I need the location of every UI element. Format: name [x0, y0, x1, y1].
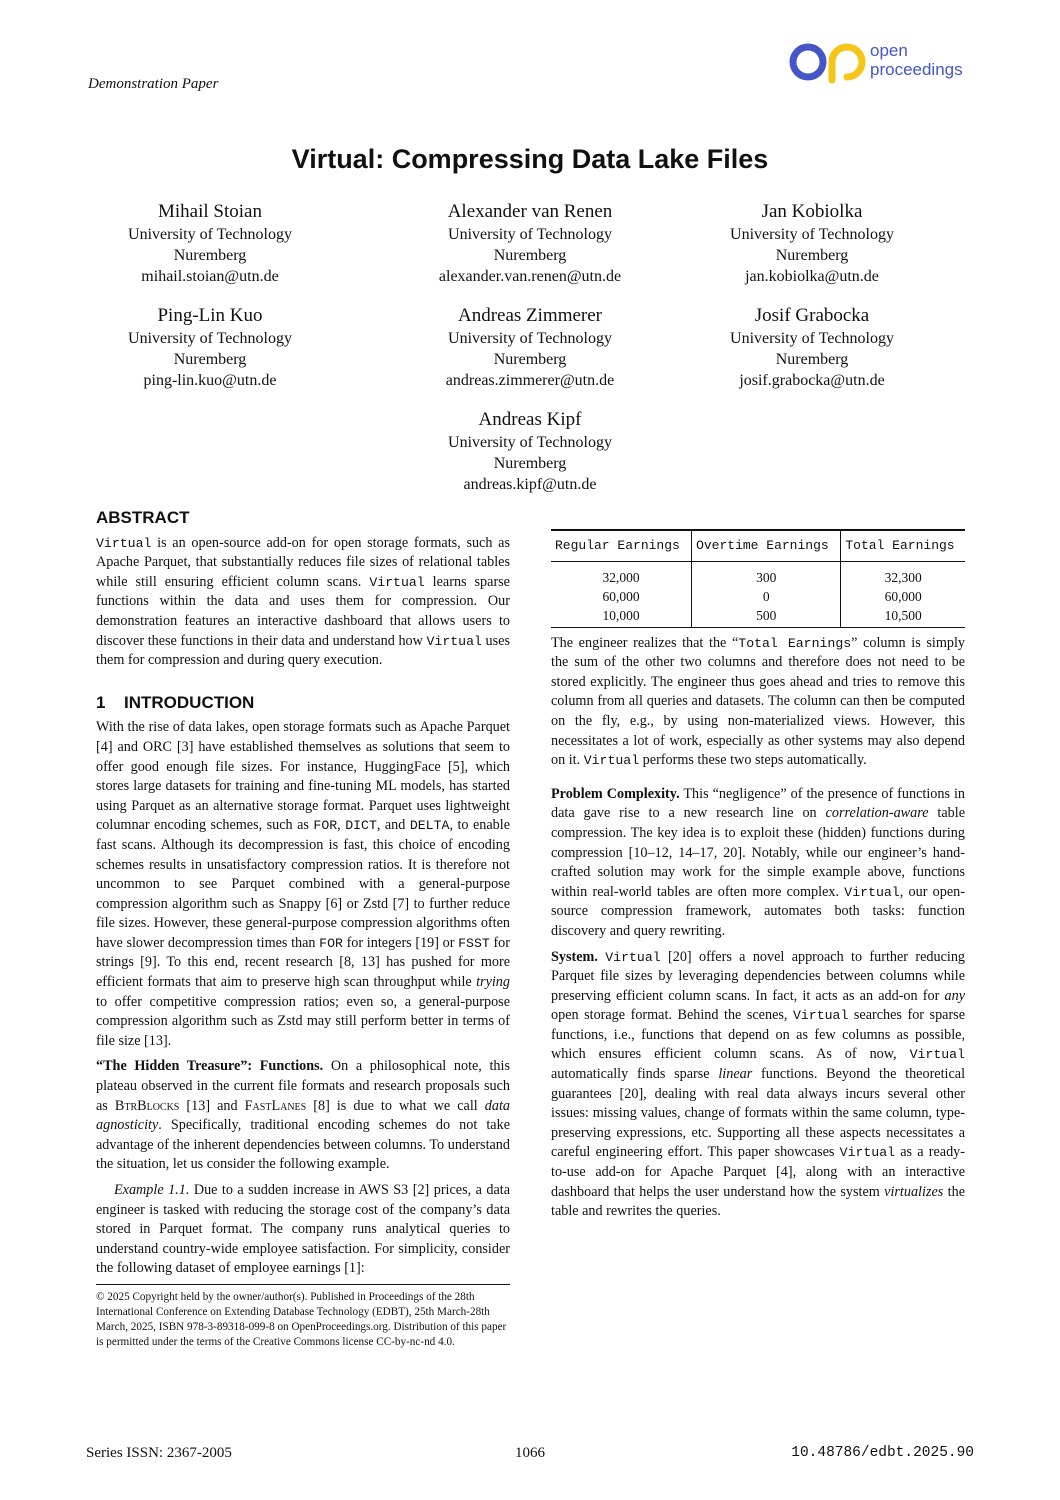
table-row	[551, 561, 965, 587]
system-paragraph: System. Virtual [20] offers a novel approach to further reducing Parquet file sizes by leveraging dependencies between columns while preserving efficient column scans. In fact, it acts as an add-on for any open storage format. Behind the scenes, Virtual searches for sparse functions, i.e., functions that depend on as few columns as possible, which ensures efficient column scans. As of now, Virtual automatically finds sparse linear functions. Beyond the theoretical guarantees [20], dealing with real data always incurs several other issues: missing values, change of formats within the same column, type-preserving expressions, etc. Supporting all these aspects necessitates a careful engineering effort. This paper showcases Virtual as a ready-to-use add-on for Apache Parquet [4], along with an interactive dashboard that helps the user understand how the system virtualizes the table and rewrites the queries.	[551, 948, 966, 1220]
logo-wordmark: open proceedings	[870, 41, 963, 79]
author-city: Nuremberg	[493, 247, 567, 264]
author-card	[662, 200, 962, 287]
table-cell: 10,000	[551, 606, 692, 628]
after-table-paragraph: The engineer realizes that the “Total Earnings” column is simply the sum of the other two columns and therefore does not need to be stored explicitly. The engineer thus goes ahead and tries to remove this column from all queries and datasets. The column can then be computed on the fly, e.g., by using non-materialized views. However, this necessitates a lot of work, especially as other systems may also depend on it. Virtual performs these two steps automatically.	[551, 634, 966, 769]
doi-link[interactable]: 10.48786/edbt.2025.90	[791, 1445, 974, 1461]
paper-title: Virtual: Compressing Data Lake Files	[291, 144, 769, 174]
table-cell: 300	[692, 561, 841, 587]
left-column	[96, 508, 510, 1279]
table-row	[551, 606, 965, 628]
hidden-treasure-paragraph: “The Hidden Treasure”: Functions. On a philosophical note, this plateau observed in the current file formats and research proposals such as BtrBlocks [13] and FastLanes [8] is due to what we call data agnosticity. Specifically, traditional encoding schemes do not take advantage of the inherent dependencies between columns. To understand the situation, let us consider the following example.	[96, 1058, 510, 1173]
author-card	[662, 304, 962, 391]
author-city: Nuremberg	[173, 351, 247, 368]
author-affiliation: University of Technology	[448, 330, 612, 347]
author-affiliation: University of Technology	[128, 226, 292, 243]
author-name: Josif Grabocka	[754, 305, 870, 326]
author-email[interactable]: mihail.stoian@utn.de	[141, 268, 279, 285]
author-affiliation: University of Technology	[730, 330, 894, 347]
author-affiliation: University of Technology	[730, 226, 894, 243]
author-city: Nuremberg	[173, 247, 247, 264]
author-affiliation: University of Technology	[128, 330, 292, 347]
author-name: Jan Kobiolka	[761, 201, 863, 222]
intro-paragraph: With the rise of data lakes, open storage formats such as Apache Parquet [4] and ORC [3] have established themselves as solutions that seem to offer good enough file sizes. For instance, HuggingFace [5], which stores large datasets for training and fine-tuning ML models, has started using Parquet as an alternative storage format. Parquet uses lightweight columnar encoding schemes, such as FOR, DICT, and DELTA, to enable fast scans. Although its decompression is fast, this choice of encoding schemes results in unsatisfactory compression ratios. It is therefore not uncommon to see Parquet combined with a general-purpose compression algorithm such as Snappy [6] or Zstd [7] to further reduce file sizes. However, these general-purpose compression algorithms often have slower decompression times than FOR for integers [19] or FSST for strings [9]. To this end, recent research [8, 13] has pushed for more efficient formats that aim to preserve high scan throughput while trying to offer competitive compression ratios; even so, a general-purpose compression algorithm such as Zstd may still perform better in terms of file size [13].	[96, 719, 510, 1049]
author-email[interactable]: josif.grabocka@utn.de	[739, 372, 885, 389]
abstract-heading: ABSTRACT	[96, 508, 190, 527]
author-email[interactable]: andreas.kipf@utn.de	[463, 476, 597, 493]
table-header: Overtime Earnings	[692, 530, 841, 561]
author-affiliation: University of Technology	[448, 226, 612, 243]
example-paragraph: Example 1.1. Due to a sudden increase in AWS S3 [2] prices, a data engineer is tasked with reducing the storage cost of the company’s data stored in Parquet format. The company runs analytical queries to understand country-wide employee satisfaction. For simplicity, consider the following dataset of employee earnings [1]:	[96, 1182, 510, 1277]
copyright-footnote: © 2025 Copyright held by the owner/author(s). Published in Proceedings of the 28th International Conference on Extending Database Technology (EDBT), 25th March-28th March, 2025, ISBN 978-3-89318-099-8 on OpenProceedings.org. Distribution of this paper is permitted under the terms of the Creative Commons license CC-by-nc-nd 4.0.	[96, 1284, 510, 1350]
table-cell: 500	[692, 606, 841, 628]
open-proceedings-logo[interactable]	[788, 40, 974, 84]
table-cell: 60,000	[602, 588, 640, 604]
author-card	[380, 408, 680, 495]
author-email[interactable]: alexander.van.renen@utn.de	[438, 268, 622, 285]
author-name: Andreas Zimmerer	[457, 305, 603, 326]
logo-mark-icon	[788, 40, 868, 84]
author-name: Mihail Stoian	[158, 201, 262, 222]
author-email[interactable]: ping-lin.kuo@utn.de	[143, 372, 277, 389]
author-affiliation: University of Technology	[448, 434, 612, 451]
author-city: Nuremberg	[493, 351, 567, 368]
author-card	[60, 200, 360, 287]
table-cell: 32,000	[602, 569, 640, 585]
table-cell: 32,300	[841, 561, 965, 587]
author-card	[380, 200, 680, 287]
author-name: Ping-Lin Kuo	[157, 305, 263, 326]
author-card	[380, 304, 680, 391]
table-cell: 60,000	[841, 587, 965, 606]
page-number: 1066	[515, 1445, 545, 1461]
series-issn: Series ISSN: 2367-2005	[86, 1445, 232, 1461]
table-cell: 10,500	[841, 606, 965, 628]
author-name: Alexander van Renen	[447, 201, 613, 222]
abstract-text: Virtual is an open-source add-on for open storage formats, such as Apache Parquet, that substantially reduces file sizes of relational tables while still ensuring efficient column scans. Virtual learns sparse functions within the data and uses them for compression. Our demonstration features an interactive dashboard that allows users to discover these functions in their data and understand how Virtual uses them for compression and during query execution.	[96, 534, 510, 669]
table-cell: 0	[692, 587, 841, 606]
table-header: Regular Earnings	[551, 530, 692, 561]
table-row	[551, 587, 965, 606]
introduction-heading: 1 INTRODUCTION	[96, 692, 255, 712]
table-header: Total Earnings	[841, 530, 965, 561]
author-email[interactable]: andreas.zimmerer@utn.de	[445, 372, 615, 389]
earnings-table	[551, 529, 965, 628]
table-header-row	[551, 530, 965, 561]
right-column	[551, 512, 965, 1222]
author-city: Nuremberg	[775, 247, 849, 264]
author-city: Nuremberg	[775, 351, 849, 368]
problem-complexity-paragraph: Problem Complexity. This “negligence” of the presence of functions in data gave rise to a new research line on correlation-aware table compression. The key idea is to exploit these (hidden) functions during compression [10–12, 14–17, 20]. Notably, while our engineer’s hand-crafted solution may work for the simple example above, functions within real-world tables are often more complex. Virtual, our open-source compression framework, automates both tasks: function discovery and query rewriting.	[551, 785, 966, 939]
author-card	[60, 304, 360, 391]
venue-label: Demonstration Paper	[88, 76, 219, 92]
author-city: Nuremberg	[493, 455, 567, 472]
author-name: Andreas Kipf	[478, 409, 582, 430]
author-email[interactable]: jan.kobiolka@utn.de	[745, 268, 879, 285]
